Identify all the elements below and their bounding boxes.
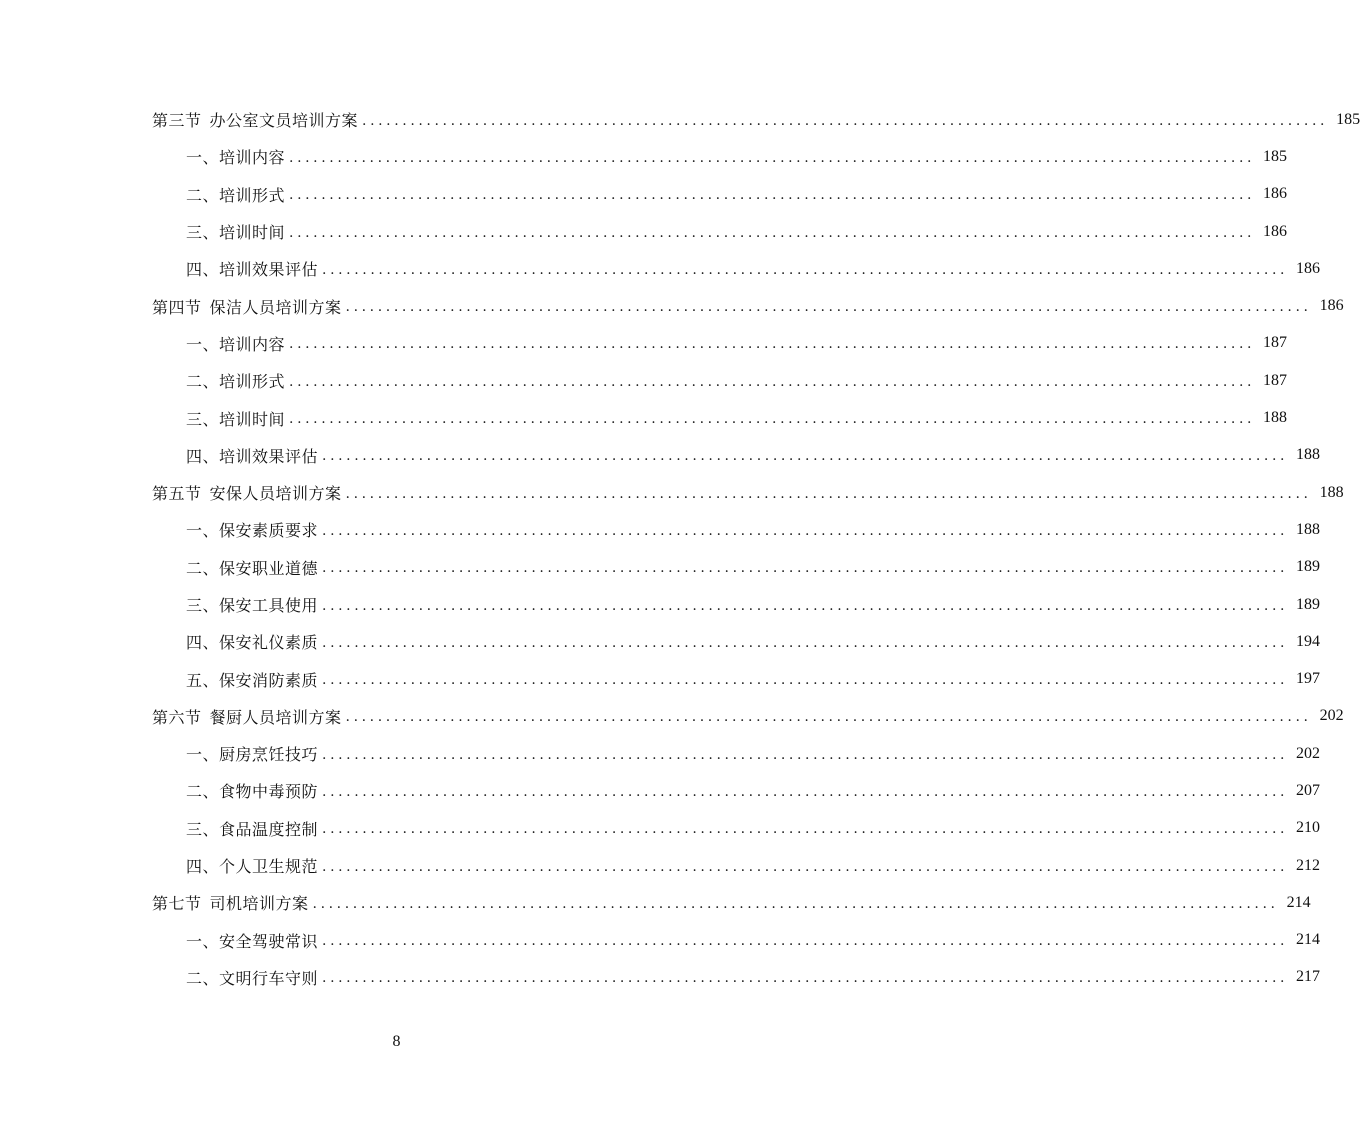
toc-entry-title [186,220,285,243]
toc-entry-text: 办公室文员培训方案 [209,111,359,131]
toc-dot-leader: ........................................................................................................................ [322,261,1289,278]
toc-dot-leader: ........................................................................................................................ [289,373,1256,390]
toc-page-number: 197 [1296,670,1321,688]
toc-entry-text: 四、个人卫生规范 [186,857,319,877]
toc-subsection-entry[interactable] [0,437,1321,474]
toc-dot-leader: ........................................................................................................................ [312,895,1279,912]
toc-entry-text: 五、保安消防素质 [186,670,319,690]
toc-dot-leader: ........................................................................................................................ [289,149,1256,166]
toc-subsection-entry[interactable] [0,623,1321,660]
toc-entry-text: 四、培训效果评估 [186,446,319,466]
toc-page-number: 185 [1336,110,1360,128]
toc-entry-text: 三、培训时间 [186,409,286,429]
toc-entry-title [186,556,318,579]
toc-entry-text: 三、培训时间 [186,223,286,243]
toc-section-entry[interactable] [0,287,1344,324]
toc-page-number: 202 [1319,707,1344,725]
toc-entry-text: 司机培训方案 [209,894,309,914]
toc-entry-title [186,257,318,280]
toc-subsection-entry[interactable] [0,959,1321,996]
toc-section-label: 第四节 [152,297,202,317]
toc-dot-leader: ........................................................................................................................ [322,672,1289,689]
toc-dot-leader: ........................................................................................................................ [322,783,1289,800]
toc-entry-text: 二、培训形式 [186,372,286,392]
toc-entry-text: 一、安全驾驶常识 [186,931,319,951]
toc-dot-leader: ........................................................................................................................ [322,858,1289,875]
toc-entry-text: 二、培训形式 [186,185,286,205]
toc-section-entry[interactable] [0,474,1344,511]
toc-dot-leader: ........................................................................................................................ [322,448,1289,465]
toc-entry-text: 三、保安工具使用 [186,596,319,615]
table-of-contents [0,101,1360,996]
toc-page-number: 207 [1296,781,1321,799]
toc-entry-title [186,183,285,206]
page-number: 8 [392,1033,401,1050]
toc-entry-title [186,742,318,765]
toc-subsection-entry[interactable] [0,325,1288,362]
toc-entry-text: 二、文明行车守则 [186,968,319,988]
toc-dot-leader: ........................................................................................................................ [322,522,1289,539]
toc-entry-title [186,444,318,467]
toc-subsection-entry[interactable] [0,922,1321,959]
toc-entry-text: 二、食物中毒预防 [186,782,319,802]
toc-entry-title [186,817,318,840]
toc-page-number: 214 [1286,893,1311,911]
toc-section-entry[interactable] [0,884,1311,921]
toc-page-number: 186 [1319,297,1344,315]
toc-entry-text: 四、培训效果评估 [186,260,319,280]
toc-subsection-entry[interactable] [0,399,1288,436]
toc-list [0,101,1360,996]
toc-entry-title [186,929,318,952]
toc-page-number: 212 [1296,856,1321,874]
toc-entry-text: 一、厨房烹饪技巧 [186,745,319,765]
toc-entry-title [186,966,318,989]
toc-dot-leader: ........................................................................................................................ [289,411,1256,428]
toc-page-number: 186 [1296,259,1321,277]
toc-section-entry[interactable] [0,101,1360,138]
toc-page-number: 187 [1263,371,1288,389]
toc-dot-leader: ........................................................................................................................ [322,821,1289,838]
toc-subsection-entry[interactable] [0,213,1288,250]
toc-subsection-entry[interactable] [0,176,1288,213]
toc-dot-leader: ........................................................................................................................ [322,634,1289,651]
toc-dot-leader: ........................................................................................................................ [289,187,1256,204]
toc-section-label: 第七节 [152,894,202,914]
toc-entry-title [186,332,285,355]
toc-dot-leader: ........................................................................................................................ [345,709,1312,726]
toc-dot-leader: ........................................................................................................................ [289,336,1256,353]
toc-entry-title [186,518,318,541]
toc-entry-text: 一、培训内容 [186,334,286,354]
toc-subsection-entry[interactable] [0,735,1321,772]
toc-subsection-entry[interactable] [0,586,1321,623]
toc-section-label: 第六节 [152,707,202,727]
toc-subsection-entry[interactable] [0,362,1288,399]
toc-entry-text: 保洁人员培训方案 [209,297,342,317]
toc-entry-title [186,630,318,653]
toc-page-number: 202 [1296,744,1321,762]
toc-entry-text: 二、保安职业道德 [186,558,319,578]
toc-subsection-entry[interactable] [0,250,1321,287]
toc-page-number: 188 [1319,483,1344,501]
toc-dot-leader: ........................................................................................................................ [362,112,1329,129]
toc-entry-text: 一、培训内容 [186,148,286,168]
toc-subsection-entry[interactable] [0,810,1321,847]
toc-page-number: 214 [1296,931,1321,949]
toc-dot-leader: ........................................................................................................................ [322,560,1289,577]
toc-subsection-entry[interactable] [0,847,1321,884]
toc-page-number: 187 [1263,334,1288,352]
toc-entry-title [186,779,318,802]
toc-page-number: 185 [1263,147,1288,165]
toc-page-number: 189 [1296,558,1321,576]
toc-page-number: 188 [1296,446,1321,464]
toc-dot-leader: ........................................................................................................................ [322,597,1289,614]
toc-page-number: 189 [1296,595,1321,613]
toc-subsection-entry[interactable] [0,549,1321,586]
toc-page-number: 188 [1263,409,1288,427]
toc-section-label: 第三节 [152,111,202,131]
toc-entry-title [152,705,342,728]
toc-page-number: 194 [1296,632,1321,650]
toc-dot-leader: ........................................................................................................................ [322,933,1289,950]
toc-entry-text: 一、保安素质要求 [186,521,319,541]
toc-section-label: 第五节 [152,484,202,504]
toc-entry-text: 三、食品温度控制 [186,819,319,839]
toc-entry-title [186,369,285,392]
toc-entry-title [186,593,318,616]
toc-page-number: 210 [1296,819,1321,837]
toc-entry-text: 餐厨人员培训方案 [209,707,342,727]
toc-page-number: 186 [1263,185,1288,203]
toc-entry-text: 四、保安礼仪素质 [186,633,319,653]
toc-dot-leader: ........................................................................................................................ [322,970,1289,987]
toc-section-entry[interactable] [0,698,1344,735]
toc-entry-text: 安保人员培训方案 [209,484,342,504]
toc-dot-leader: ........................................................................................................................ [289,224,1256,241]
toc-entry-title [152,891,309,914]
toc-subsection-entry[interactable] [0,511,1321,548]
toc-entry-title [152,108,358,131]
toc-entry-title [152,295,342,318]
toc-page-number: 217 [1296,968,1321,986]
toc-subsection-entry[interactable] [0,772,1321,809]
toc-entry-title [186,145,285,168]
toc-entry-title [152,481,342,504]
toc-entry-title [186,668,318,691]
toc-entry-title [186,407,285,430]
toc-dot-leader: ........................................................................................................................ [345,485,1312,502]
toc-dot-leader: ........................................................................................................................ [322,746,1289,763]
toc-subsection-entry[interactable] [0,138,1288,175]
toc-entry-title [186,854,318,877]
toc-dot-leader: ........................................................................................................................ [345,299,1312,316]
toc-subsection-entry[interactable] [0,660,1321,697]
toc-page-number: 188 [1296,520,1321,538]
toc-page-number: 186 [1263,222,1288,240]
